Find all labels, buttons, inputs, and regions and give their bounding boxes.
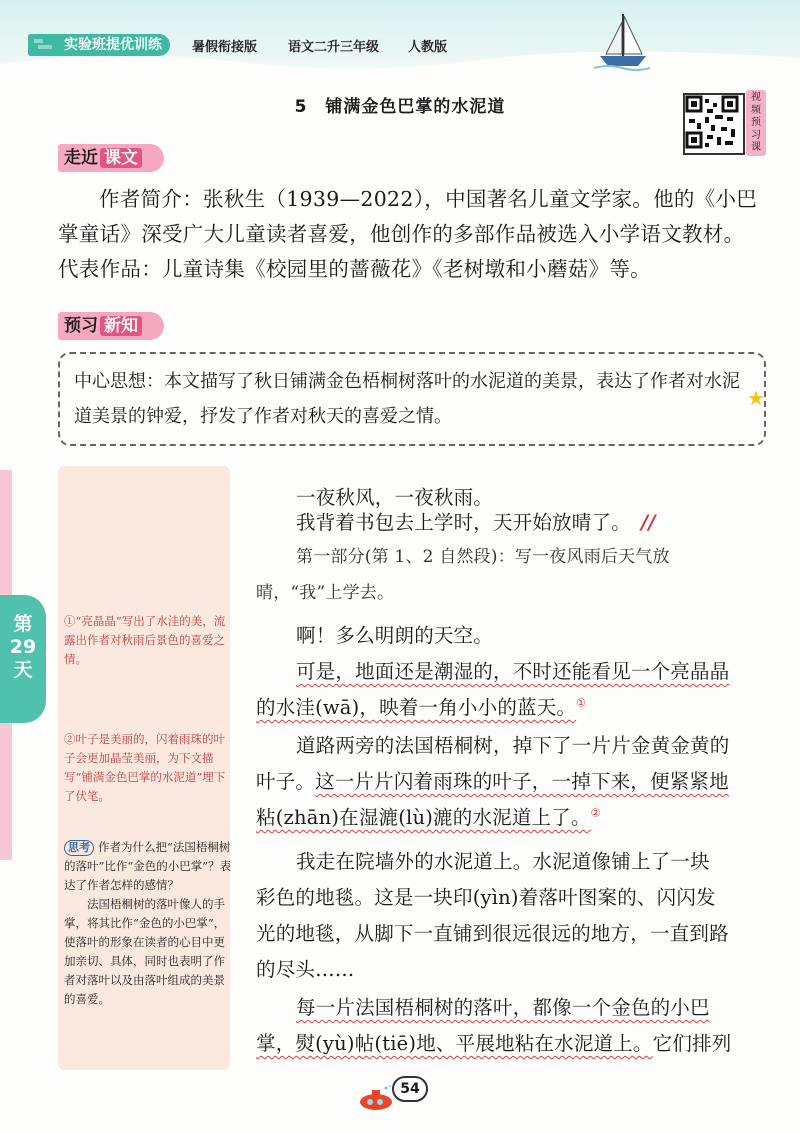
publisher: 人教版 (408, 40, 448, 55)
annotation-1: ①“亮晶晶”写出了水洼的美，流露出作者对秋雨后景色的喜爱之情。 (64, 614, 226, 666)
lesson-number: 5 (294, 97, 308, 117)
highlighted-sentence-3-end: 掌，熨(yù)帖(tiē)地、平展地粘在水泥道上。 (256, 1032, 653, 1055)
central-idea-box (58, 352, 766, 446)
highlighted-sentence-1: 可是，地面还是潮湿的，不时还能看见一个亮晶晶 (296, 660, 730, 683)
text-line-11: 彩色的地毯。这是一块印(yìn)着落叶图案的、闪闪发 (256, 886, 716, 909)
think-answer: 法国梧桐树的落叶像人的手掌，将其比作“金色的小巴掌”，使落叶的形象在读者的心目中更加亲切、具体，同时也表明了作者对落叶以及由落叶组成的美景的喜爱。 (64, 897, 226, 1006)
qr-label-char: 视 (751, 92, 761, 103)
text-line-15-end: 它们排列 (652, 1032, 732, 1055)
text-line-9 (256, 802, 776, 830)
highlighted-sentence-2: 这一片片闪着雨珠的叶子，一掉下来，便紧紧地 (315, 770, 729, 793)
text-line-13: 的尽头…… (256, 958, 355, 981)
text-line-12: 光的地毯，从脚下一直铺到很远很远的地方，一直到路 (256, 922, 729, 945)
text-line-7: 道路两旁的法国梧桐树，掉下了一片片金黄金黄的 (296, 734, 730, 757)
highlighted-sentence-2-end: 粘(zhān)在湿漉(lù)漉的水泥道上了。 (256, 806, 591, 829)
qr-code[interactable] (683, 93, 745, 155)
preview-tag-a: 预习 (64, 316, 98, 336)
text-line-15 (256, 1028, 776, 1056)
edition: 暑假衔接版 (192, 40, 258, 55)
qr-label-char: 频 (751, 104, 761, 116)
series-label (28, 34, 170, 56)
day-tab-number: 29 (9, 636, 37, 658)
sailboat-icon (594, 12, 650, 72)
day-tab-char: 天 (13, 659, 33, 681)
qr-label-char: 课 (751, 142, 761, 153)
text-line-10: 我走在院墙外的水泥道上。水泥道像铺上了一块 (296, 850, 710, 873)
qr-label (746, 90, 766, 156)
text-line-6 (256, 692, 776, 720)
author-intro: 作者简介：张秋生（1939—2022），中国著名儿童文学家。他的《小巴掌童话》深受广大儿童读者喜爱，他创作的多部作品被选入小学语文教材。代表作品：儿童诗集《校园里的蔷薇花》《老树墩和小蘑菇》等。 (58, 187, 758, 281)
grade: 语文二升三年级 (288, 40, 380, 55)
central-idea-text: 中心思想：本文描写了秋日铺满金色梧桐树落叶的水泥道的美景，表达了作者对水泥道美景的钟爱，抒发了作者对秋天的喜爱之情。 (74, 371, 740, 427)
submarine-icon (356, 1084, 396, 1114)
day-tab (0, 595, 46, 723)
think-question (64, 838, 232, 1009)
qr-code-icon (685, 95, 739, 149)
highlighted-sentence-3: 每一片法国梧桐树的落叶，都像一个金色的小巴 (296, 996, 710, 1019)
text-line-4: 啊！多么明朗的天空。 (296, 624, 494, 647)
text-line-1: 一夜秋风，一夜秋雨。 (296, 486, 494, 509)
annotation-marker-2: ② (590, 806, 601, 820)
section-divider-mark: // (640, 511, 656, 534)
text-line-14 (296, 992, 800, 1020)
lesson-title (0, 92, 800, 117)
qr-label-char: 预 (751, 117, 761, 128)
day-tab-char: 第 (13, 613, 33, 635)
preview-tag-b: 新知 (100, 316, 142, 336)
highlighted-sentence-1-end: 的水洼(wā)，映着一角小小的蓝天。 (256, 696, 577, 719)
qr-label-char: 习 (751, 129, 761, 141)
text-line-2 (296, 507, 800, 535)
part-one-summary-2: 晴，“我”上学去。 (256, 583, 395, 603)
intro-tag-a: 走近 (64, 148, 98, 168)
text-line-8-start: 叶子。 (256, 770, 316, 793)
think-question-text: 作者为什么把“法国梧桐树的落叶”比作“金色的小巴掌”？表达了作者怎样的感情？ (64, 840, 232, 892)
lesson-title-text: 铺满金色巴掌的水泥道 (325, 97, 506, 117)
annotation-marker-1: ① (576, 696, 587, 710)
text-line-8 (256, 766, 776, 794)
intro-section-tag (58, 144, 164, 172)
star-icon: ★ (747, 386, 765, 410)
intro-tag-b: 课文 (100, 148, 142, 168)
series-logo-icon (34, 37, 56, 53)
series-name: 实验班提优训练 (64, 37, 162, 53)
preview-section-tag (58, 312, 164, 340)
think-tag: 思考 (64, 840, 94, 856)
annotation-2: ②叶子是美丽的，闪着雨珠的叶子会更加晶莹美丽，为下文描写“铺满金色巴掌的水泥道”埋下了伏笔。 (64, 732, 226, 803)
text-line-2-text: 我背着书包去上学时，天开始放晴了。 (296, 511, 631, 534)
page-number: 54 (392, 1076, 428, 1102)
text-line-5 (296, 656, 800, 684)
part-one-summary-1: 第一部分(第 1、2 自然段)：写一夜风雨后天气放 (296, 547, 670, 567)
